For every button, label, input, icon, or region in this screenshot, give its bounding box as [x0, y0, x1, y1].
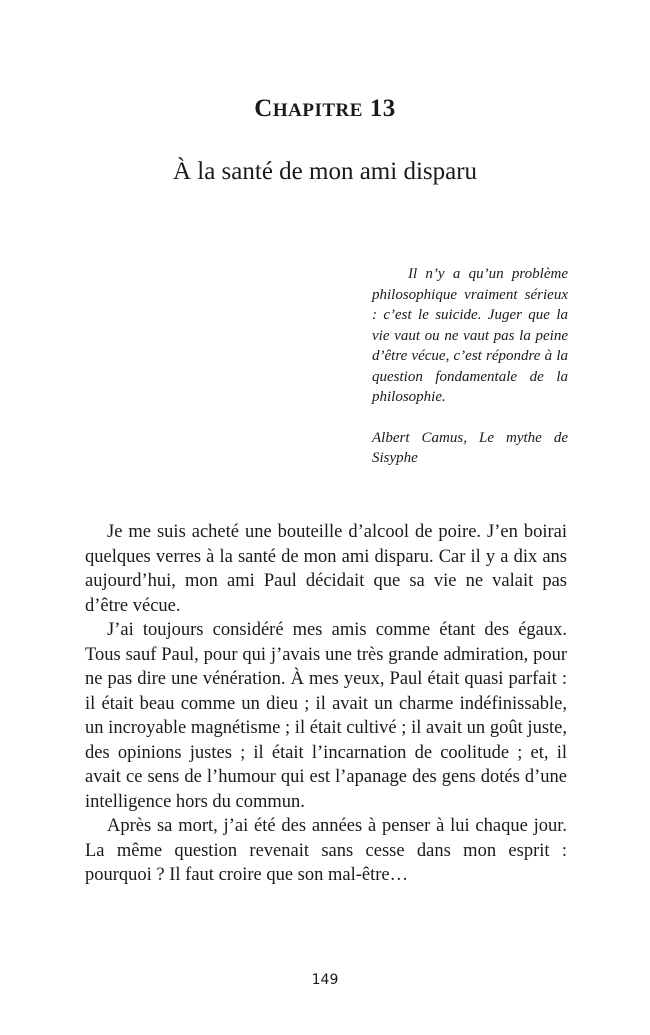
chapter-title: À la santé de mon ami disparu — [172, 158, 478, 185]
epigraph-attribution: Albert Camus, Le mythe de Sisyphe — [372, 429, 568, 466]
epigraph-quote: Il n’y a qu’un problème philosophique vraiment sérieux : c’est le suicide. Juger que la vie vaut ou ne vaut pas la peine d’être vécue, c’est répondre à la question fondamentale de la philosophie. — [372, 266, 568, 405]
body-paragraph: Je me suis acheté une bouteille d’alcool de poire. J’en boirai quelques verres à la santé de mon ami disparu. Car il y a dix ans aujourd’hui, mon ami Paul décidait que sa vie ne valait pas d’être vécue. — [85, 522, 567, 616]
body-text — [85, 520, 567, 888]
chapter-label-initial: C — [254, 95, 273, 122]
body-paragraph: Après sa mort, j’ai été des années à penser à lui chaque jour. La même question revenait sans cesse dans mon esprit : pourquoi ? Il faut croire que son mal-être… — [85, 816, 567, 885]
epigraph — [372, 264, 568, 469]
chapter-heading — [0, 94, 650, 126]
chapter-label-rest: HAPITRE — [272, 100, 363, 121]
page-number: 149 — [311, 972, 339, 988]
body-paragraph: J’ai toujours considéré mes amis comme étant des égaux. Tous sauf Paul, pour qui j’avais une très grande admiration, pour ne pas dire une vénération. À mes yeux, Paul était quasi parfait : il était beau comme un dieu ; il avait un charme indéfinissable, un incroyable magnétisme ; il était cultivé ; il avait un goût juste, des opinions justes ; il était l’incarnation de coolitude ; et, il avait ce sens de l’humour qui est l’apanage des gens dotés d’une intelligence hors du commun. — [85, 620, 567, 812]
chapter-number: 13 — [369, 95, 396, 122]
